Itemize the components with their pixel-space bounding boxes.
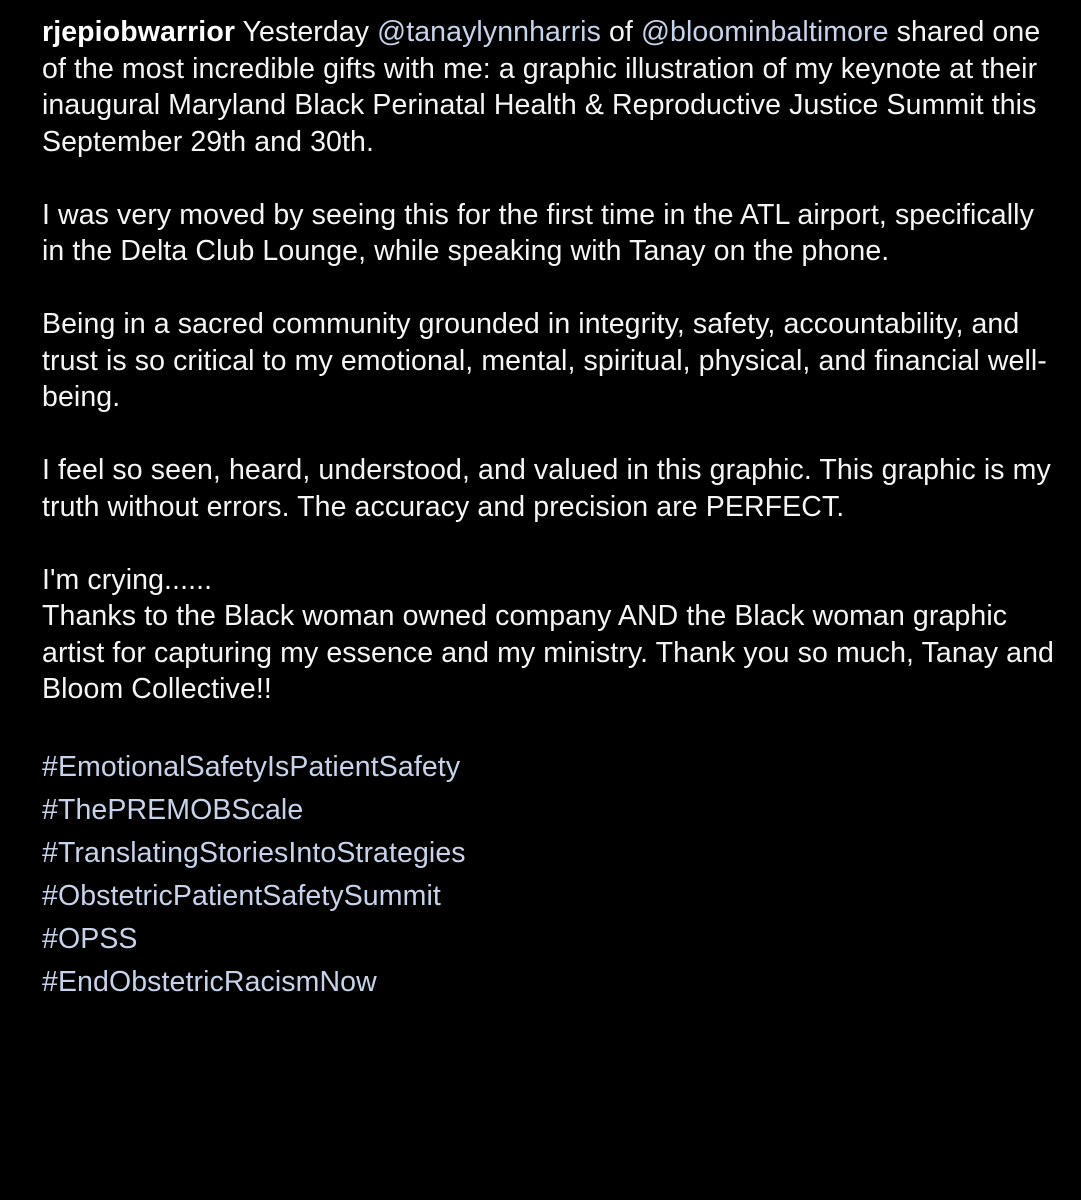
caption-paragraph: I was very moved by seeing this for the first time in the ATL airport, specifically in the Delta Club Lounge, while speaking with Tanay on the phone.: [42, 198, 1034, 267]
caption-text: shared one of the most incredible gifts with me: a graphic illustration of my keynote at their inaugural Maryland Black Perinatal Health & Reproductive Justice Summit this September 29th and 30th.: [42, 16, 1041, 158]
mention-link[interactable]: @tanaylynnharris: [377, 16, 601, 48]
hashtag-link[interactable]: #EmotionalSafetyIsPatientSafety: [42, 750, 461, 783]
hashtag-link[interactable]: #ThePREMOBScale: [42, 793, 304, 826]
hashtag-list: [42, 746, 1062, 1004]
caption-text: Yesterday: [242, 16, 378, 48]
closing-line: Thanks to the Black woman owned company AND the Black woman graphic artist for capturing my essence and my ministry. Thank you so much, Tanay and Bloom Collective!!: [42, 600, 1054, 705]
mention-link[interactable]: @bloominbaltimore: [640, 16, 889, 48]
closing-line: I'm crying......: [42, 563, 213, 596]
caption-intro: [42, 14, 1062, 160]
caption-text: of: [600, 16, 641, 48]
caption-paragraph: Being in a sacred community grounded in integrity, safety, accountability, and trust is so critical to my emotional, mental, spiritual, physical, and financial well-being.: [42, 308, 1047, 413]
caption-paragraph: I feel so seen, heard, understood, and valued in this graphic. This graphic is my truth without errors. The accuracy and precision are PERFECT.: [42, 454, 1051, 523]
post-caption: [42, 14, 1062, 1004]
username-link[interactable]: rjepiobwarrior: [42, 16, 236, 48]
hashtag-link[interactable]: #TranslatingStoriesIntoStrategies: [42, 836, 466, 869]
hashtag-link[interactable]: #ObstetricPatientSafetySummit: [42, 879, 441, 912]
hashtag-link[interactable]: #EndObstetricRacismNow: [42, 965, 377, 998]
hashtag-link[interactable]: #OPSS: [42, 922, 138, 955]
caption-closing: [42, 562, 1062, 708]
